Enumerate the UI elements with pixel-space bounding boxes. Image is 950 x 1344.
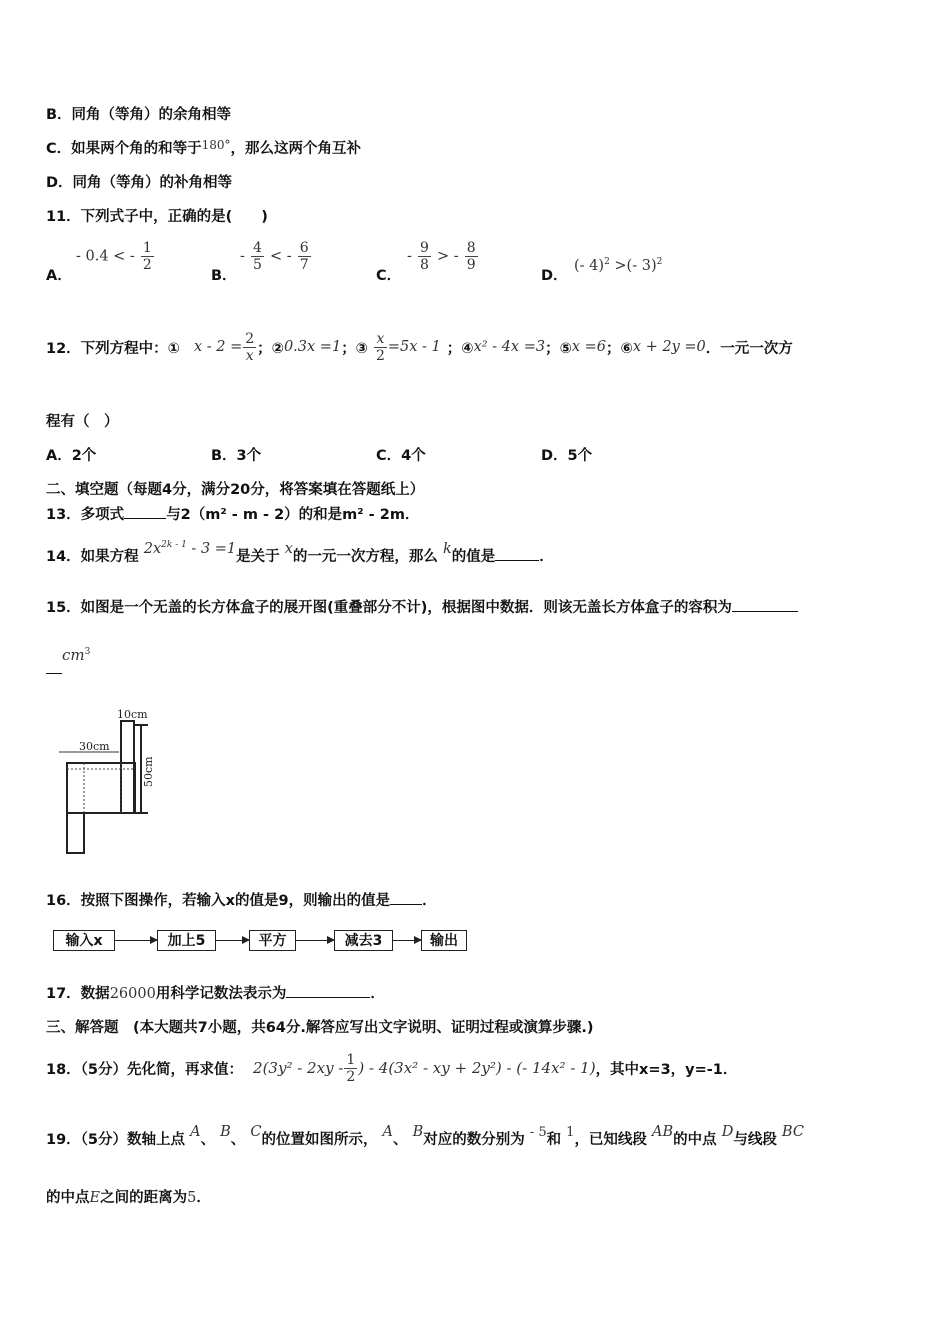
q12-tail2: 程有（ ） bbox=[46, 414, 119, 430]
q11-b-label: B． bbox=[211, 268, 237, 284]
q12-eq1-den: x bbox=[245, 347, 254, 364]
q11-c-frac2 bbox=[465, 240, 478, 273]
q11-c-frac1 bbox=[418, 240, 431, 273]
q14-mid: 是关于 bbox=[236, 549, 280, 565]
q12-eq5: x =6 bbox=[571, 339, 607, 355]
q11-c-mid: > - bbox=[436, 248, 459, 265]
q19-C: C bbox=[250, 1124, 262, 1140]
q11-c-label: C． bbox=[376, 268, 402, 284]
q12-sep4: ；④ bbox=[446, 340, 474, 357]
q12-line bbox=[46, 322, 793, 372]
q12-eq3-den: 2 bbox=[375, 347, 385, 364]
q17-pre: 17．数据 bbox=[46, 986, 110, 1002]
q12-sep6: ；⑥ bbox=[606, 340, 633, 357]
flow-arrow-4 bbox=[393, 940, 421, 941]
fig-label-50cm: 50cm bbox=[142, 756, 155, 787]
q11-b-num1: 4 bbox=[252, 240, 262, 256]
q17-num: 26000 bbox=[109, 986, 156, 1002]
net-top-flap bbox=[121, 721, 134, 813]
q14-end: ． bbox=[539, 549, 554, 565]
q14-eq-base: 2x bbox=[143, 541, 162, 557]
q12-eq1-frac bbox=[243, 331, 256, 364]
q16-end: ． bbox=[422, 893, 437, 909]
q18-pre: 18．（5分）先化简，再求值： bbox=[46, 1061, 244, 1078]
q14-blank bbox=[495, 560, 539, 561]
section-3-heading: 三、解答题 (本大题共7小题，共64分.解答应写出文字说明、证明过程或演算步骤.) bbox=[46, 1020, 594, 1036]
option-c bbox=[46, 137, 361, 158]
q11-c-expr bbox=[407, 240, 479, 273]
q19-sep2: 、 bbox=[230, 1132, 246, 1148]
q11-a-expr bbox=[76, 240, 155, 273]
flow-add5: 加上5 bbox=[157, 930, 216, 951]
q15-unit-exp: 3 bbox=[84, 647, 91, 658]
q19-A2: A bbox=[382, 1124, 394, 1140]
box-net-figure bbox=[55, 703, 165, 855]
q18 bbox=[46, 1043, 737, 1093]
q11-d-exp2: 2 bbox=[656, 257, 663, 267]
q14-pre: 14．如果方程 bbox=[46, 549, 139, 565]
q19-mid3: ，已知线段 bbox=[574, 1132, 647, 1148]
q12-eq1-num: 2 bbox=[245, 330, 255, 347]
q19-line2 bbox=[46, 1186, 211, 1207]
q11-c-den2: 9 bbox=[466, 257, 476, 273]
flow-input: 输入x bbox=[53, 930, 115, 951]
q14 bbox=[46, 540, 554, 566]
q19-D: D bbox=[721, 1124, 734, 1140]
q11-a-left: - 0.4 < - bbox=[76, 248, 135, 265]
q19-five: 5 bbox=[187, 1190, 197, 1206]
q14-eq-tail: - 3 =1 bbox=[186, 541, 237, 557]
q19-line2-mid: 之间的距离为 bbox=[100, 1190, 188, 1206]
q15-unit-cm: cm bbox=[62, 646, 85, 664]
net-main-face bbox=[67, 763, 135, 813]
q12-option-d: D．5个 bbox=[541, 448, 593, 464]
q12-eq3-num: x bbox=[374, 331, 387, 348]
q19-A: A bbox=[190, 1124, 201, 1140]
q11-d-expr1: (- 4) bbox=[574, 257, 605, 274]
q19-line2-pre: 的中点 bbox=[46, 1190, 90, 1206]
option-d: D．同角（等角）的补角相等 bbox=[46, 175, 233, 191]
q11-stem: 11．下列式子中，正确的是( ) bbox=[46, 209, 268, 225]
q11-c-left: - bbox=[407, 248, 412, 265]
q19-sep3: 、 bbox=[393, 1132, 408, 1148]
q19-mid5: 与线段 bbox=[733, 1132, 777, 1148]
q19-E: E bbox=[89, 1190, 101, 1206]
flow-square: 平方 bbox=[249, 930, 296, 951]
q19-n2: 1 bbox=[566, 1125, 575, 1140]
q14-mid2: 的一元一次方程，那么 bbox=[292, 549, 438, 565]
q14-var-x: x bbox=[284, 541, 293, 557]
q11-a-num: 1 bbox=[142, 240, 152, 256]
q11-b-left: - bbox=[240, 248, 245, 265]
q12-eq1-left: x - 2 = bbox=[193, 339, 243, 355]
q11-b-frac2 bbox=[298, 240, 311, 273]
q13 bbox=[46, 503, 419, 524]
q12-eq3-right: =5x - 1 bbox=[387, 339, 441, 355]
q14-eq bbox=[144, 541, 236, 557]
q12-eq2: 0.3x =1 bbox=[283, 339, 342, 355]
option-c-post: ，那么这两个角互补 bbox=[230, 141, 362, 157]
q16 bbox=[46, 889, 437, 910]
q15-blank bbox=[732, 611, 798, 612]
q19-B: B bbox=[220, 1124, 231, 1140]
q19-BC: BC bbox=[781, 1124, 804, 1140]
q17-blank bbox=[286, 997, 370, 998]
q19-B2: B bbox=[412, 1124, 424, 1140]
q11-c-num1: 9 bbox=[419, 240, 429, 256]
q12-sep5: ；⑤ bbox=[545, 340, 572, 357]
q11-b-mid: < - bbox=[269, 248, 292, 265]
option-b: B．同角（等角）的余角相等 bbox=[46, 107, 232, 123]
q19-and: 和 bbox=[546, 1132, 562, 1148]
q11-c-den1: 8 bbox=[419, 257, 429, 273]
q11-d-label: D． bbox=[541, 268, 568, 284]
q18-frac-den: 2 bbox=[346, 1068, 356, 1085]
q12-sep2: ；② bbox=[257, 340, 284, 357]
q15-unit bbox=[46, 646, 90, 664]
q18-frac-num: 1 bbox=[346, 1051, 356, 1068]
q12-eq3-frac bbox=[374, 331, 387, 364]
q12-option-a: A．2个 bbox=[46, 448, 97, 464]
q16-text: 16．按照下图操作，若输入x的值是9，则输出的值是 bbox=[46, 893, 391, 909]
q19-mid2: 对应的数分别为 bbox=[423, 1132, 525, 1148]
q14-post: 的值是 bbox=[451, 549, 496, 565]
q17-end: ． bbox=[370, 986, 385, 1002]
q15-blank-2 bbox=[46, 673, 62, 674]
net-bottom-flap bbox=[67, 813, 84, 853]
q14-eq-exp: 2k - 1 bbox=[161, 540, 187, 551]
q11-b-expr bbox=[240, 240, 312, 273]
q19-AB: AB bbox=[652, 1124, 674, 1140]
q11-d-mid: >(- 3) bbox=[609, 257, 657, 274]
q16-blank bbox=[390, 904, 422, 905]
q19-n1: - 5 bbox=[529, 1125, 547, 1140]
q12-tail: ．一元一次方 bbox=[705, 340, 793, 357]
q12-sep3: ；③ bbox=[341, 340, 368, 357]
q19-mid4: 的中点 bbox=[673, 1132, 717, 1148]
q15 bbox=[46, 596, 798, 617]
q19-line2-end: ． bbox=[196, 1190, 211, 1206]
q11-b-num2: 6 bbox=[299, 240, 309, 256]
q19-sep1: 、 bbox=[200, 1132, 216, 1148]
q11-a-den: 2 bbox=[142, 257, 152, 273]
q11-c-num2: 8 bbox=[466, 240, 476, 256]
q17-post: 用科学记数法表示为 bbox=[155, 986, 287, 1002]
q11-b-frac1 bbox=[251, 240, 264, 273]
q11-d-exp1: 2 bbox=[604, 257, 610, 267]
flow-arrow-2 bbox=[216, 940, 249, 941]
q11-a-frac bbox=[141, 240, 154, 273]
q18-expr-b: ) - 4(3x² - xy + 2y²) - (- 14x² - 1) bbox=[358, 1059, 596, 1077]
q15-text: 15．如图是一个无盖的长方体盒子的展开图(重叠部分不计)，根据图中数据．则该无盖长方体盒子的容积为 bbox=[46, 600, 732, 616]
q19-pre: 19．（5分）数轴上点 bbox=[46, 1132, 186, 1148]
flow-output: 输出 bbox=[421, 930, 467, 951]
q17 bbox=[46, 982, 385, 1003]
fig-label-30cm: 30cm bbox=[79, 740, 110, 753]
q12-stem: 12．下列方程中：① bbox=[46, 340, 180, 357]
q12-option-b: B．3个 bbox=[211, 448, 262, 464]
flow-arrow-3 bbox=[296, 940, 334, 941]
q11-b-den1: 5 bbox=[252, 257, 262, 273]
option-c-value: 180° bbox=[201, 138, 231, 152]
q19-line1 bbox=[46, 1124, 804, 1149]
q11-d-expr bbox=[574, 257, 662, 274]
q12-eq6: x + 2y =0 bbox=[632, 339, 706, 355]
flow-arrow-1 bbox=[115, 940, 157, 941]
q18-frac bbox=[344, 1052, 357, 1085]
q18-expr-a: 2(3y² - 2xy - bbox=[253, 1059, 344, 1077]
q13-blank bbox=[124, 518, 166, 519]
q19-mid: 的位置如图所示， bbox=[261, 1132, 378, 1148]
q18-post: ，其中x=3，y=-1． bbox=[595, 1061, 738, 1078]
q13-mid: 与2（m² - m - 2）的和是m² - 2m． bbox=[166, 507, 420, 523]
q12-option-c: C．4个 bbox=[376, 448, 426, 464]
q14-var-k: k bbox=[442, 541, 452, 557]
section-2-heading: 二、填空题（每题4分，满分20分，将答案填在答题纸上） bbox=[46, 482, 425, 498]
flow-sub3: 减去3 bbox=[334, 930, 393, 951]
option-c-pre: C．如果两个角的和等于 bbox=[46, 141, 202, 157]
q13-pre: 13．多项式 bbox=[46, 507, 125, 523]
q12-eq4: x² - 4x =3 bbox=[473, 339, 546, 355]
q11-b-den2: 7 bbox=[299, 257, 309, 273]
fig-label-10cm: 10cm bbox=[117, 708, 148, 721]
q11-a-label: A． bbox=[46, 268, 72, 284]
